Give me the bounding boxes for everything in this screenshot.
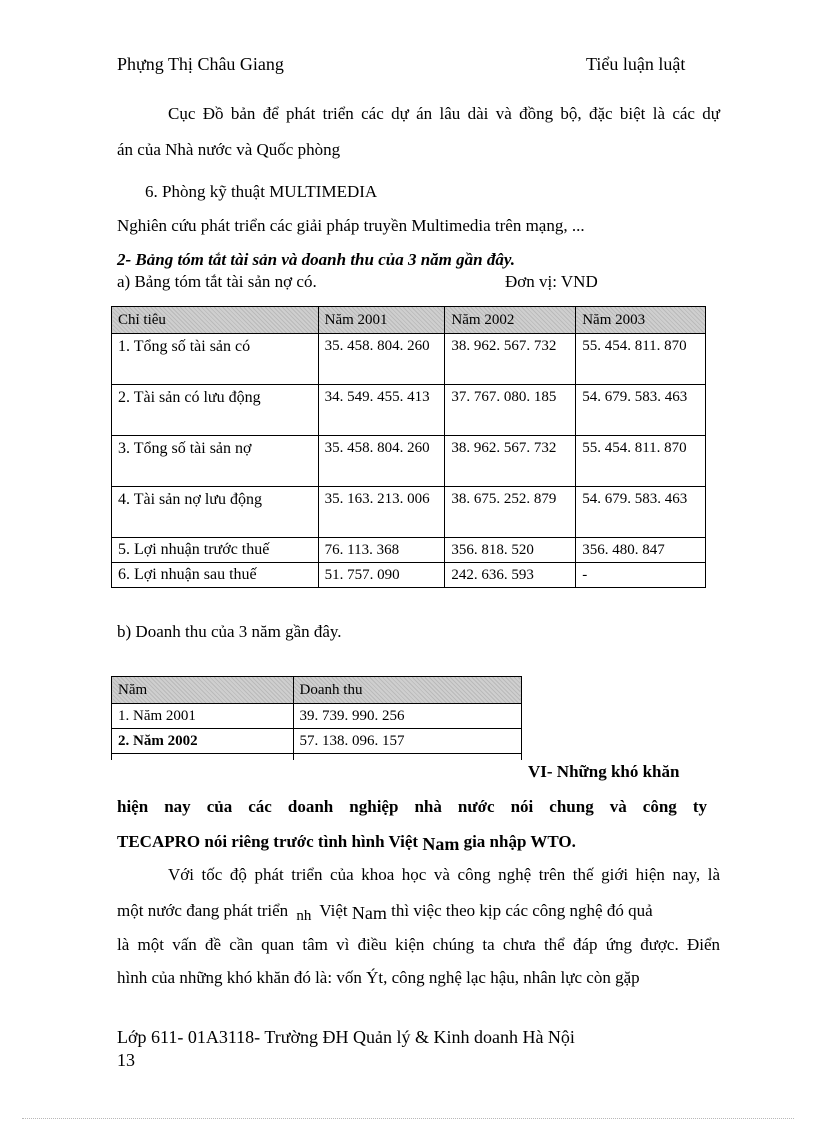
revenue-cell: 57. 138. 096. 157 [293,729,521,754]
row-label: 6. Lợi nhuận sau thuế [112,563,319,588]
table-row [112,754,522,761]
page-number: 13 [117,1050,135,1070]
row-label: 1. Tổng số tài sản có [112,334,319,385]
header-author: Phựng Thị Châu Giang [117,54,284,74]
table-row [112,385,706,436]
footer-line: Lớp 611- 01A3118- Trường ĐH Quản lý & Kinh doanh Hà Nội [117,1027,575,1047]
section6-title-line2: hiện nay của các doanh nghiệp nhà nước nói chung và công ty [117,797,707,816]
empty-cell [112,754,294,761]
line2-text-b: Việt [319,901,348,920]
item6-heading: 6. Phòng kỹ thuật MULTIMEDIA [145,182,378,201]
section6-title-part1: VI- Những khó khăn [528,762,680,781]
section6-para-line4: hình của những khó khăn đó là: vốn Ýt, công nghệ lạc hậu, nhân lực còn gặp [117,968,640,987]
header-cell: Năm [112,677,294,704]
assets-table [111,306,706,588]
header-cell: Chỉ tiêu [112,307,319,334]
title-line3-text-end: gia nhập WTO. [463,832,576,851]
value-cell: 242. 636. 593 [445,563,576,588]
value-cell: 34. 549. 455. 413 [318,385,445,436]
table-row [112,563,706,588]
line2-nh: nh [296,908,312,924]
title-line3-text: TECAPRO nói riêng trước tình hình Việt [117,832,419,851]
line2-text-a: một nước đang phát triển [117,901,289,920]
value-cell: 54. 679. 583. 463 [576,487,706,538]
item6-description: Nghiên cứu phát triển các giải pháp truyền Multimedia trên mạng, ... [117,216,585,235]
row-label: 2. Tài sản có lưu động [112,385,319,436]
value-cell: 76. 113. 368 [318,538,445,563]
value-cell: 35. 458. 804. 260 [318,334,445,385]
section6-title-line3 [117,831,576,852]
revenue-cell: 39. 739. 990. 256 [293,704,521,729]
header-doc-type: Tiểu luận luật [586,54,686,74]
table-row [112,334,706,385]
page-edge-divider [22,1118,794,1119]
para1-line1: Cục Đồ bản để phát triển các dự án lâu dài và đồng bộ, đặc biệt là các dự [168,104,720,123]
value-cell: 38. 962. 567. 732 [445,436,576,487]
year-cell: 2. Năm 2002 [112,729,294,754]
value-cell: 35. 458. 804. 260 [318,436,445,487]
year-cell: 1. Năm 2001 [112,704,294,729]
header-cell: Doanh thu [293,677,521,704]
value-cell: 55. 454. 811. 870 [576,436,706,487]
empty-cell [293,754,521,761]
header-cell: Năm 2002 [445,307,576,334]
unit-label: Đơn vị: VND [505,272,598,291]
section6-para-line3: là một vấn đề cần quan tâm vì điều kiện chúng ta chưa thể đáp ứng được. Điển [117,935,720,954]
table-row [112,436,706,487]
table-row [112,704,522,729]
section2-title: 2- Bảng tóm tắt tài sản và doanh thu của 3 năm gần đây. [117,250,515,269]
sub-b-label: b) Doanh thu của 3 năm gần đây. [117,622,342,641]
value-cell: 356. 818. 520 [445,538,576,563]
line2-text-c: thì việc theo kịp các công nghệ đó quả [391,901,653,920]
value-cell: 38. 962. 567. 732 [445,334,576,385]
para1-line2: án của Nhà nước và Quốc phòng [117,140,341,159]
value-cell: 54. 679. 583. 463 [576,385,706,436]
row-label: 5. Lợi nhuận trước thuế [112,538,319,563]
value-cell: 38. 675. 252. 879 [445,487,576,538]
header-cell: Năm 2001 [318,307,445,334]
header-cell: Năm 2003 [576,307,706,334]
value-cell: - [576,563,706,588]
table-row [112,487,706,538]
row-label: 3. Tổng số tài sản nợ [112,436,319,487]
value-cell: 356. 480. 847 [576,538,706,563]
assets-table-header [112,307,706,334]
table-row [112,538,706,563]
value-cell: 37. 767. 080. 185 [445,385,576,436]
table-row [112,729,522,754]
line2-nam: Nam [351,903,387,923]
revenue-table-header [112,677,522,704]
value-cell: 51. 757. 090 [318,563,445,588]
section6-para-line1: Với tốc độ phát triển của khoa học và công nghệ trên thế giới hiện nay, là [168,865,720,884]
value-cell: 55. 454. 811. 870 [576,334,706,385]
revenue-table [111,676,522,760]
row-label: 4. Tài sản nợ lưu động [112,487,319,538]
section6-para-line2 [117,900,653,924]
value-cell: 35. 163. 213. 006 [318,487,445,538]
sub-a-label: a) Bảng tóm tắt tài sản nợ có. [117,272,317,291]
title-line3-nam: Nam [422,834,460,854]
